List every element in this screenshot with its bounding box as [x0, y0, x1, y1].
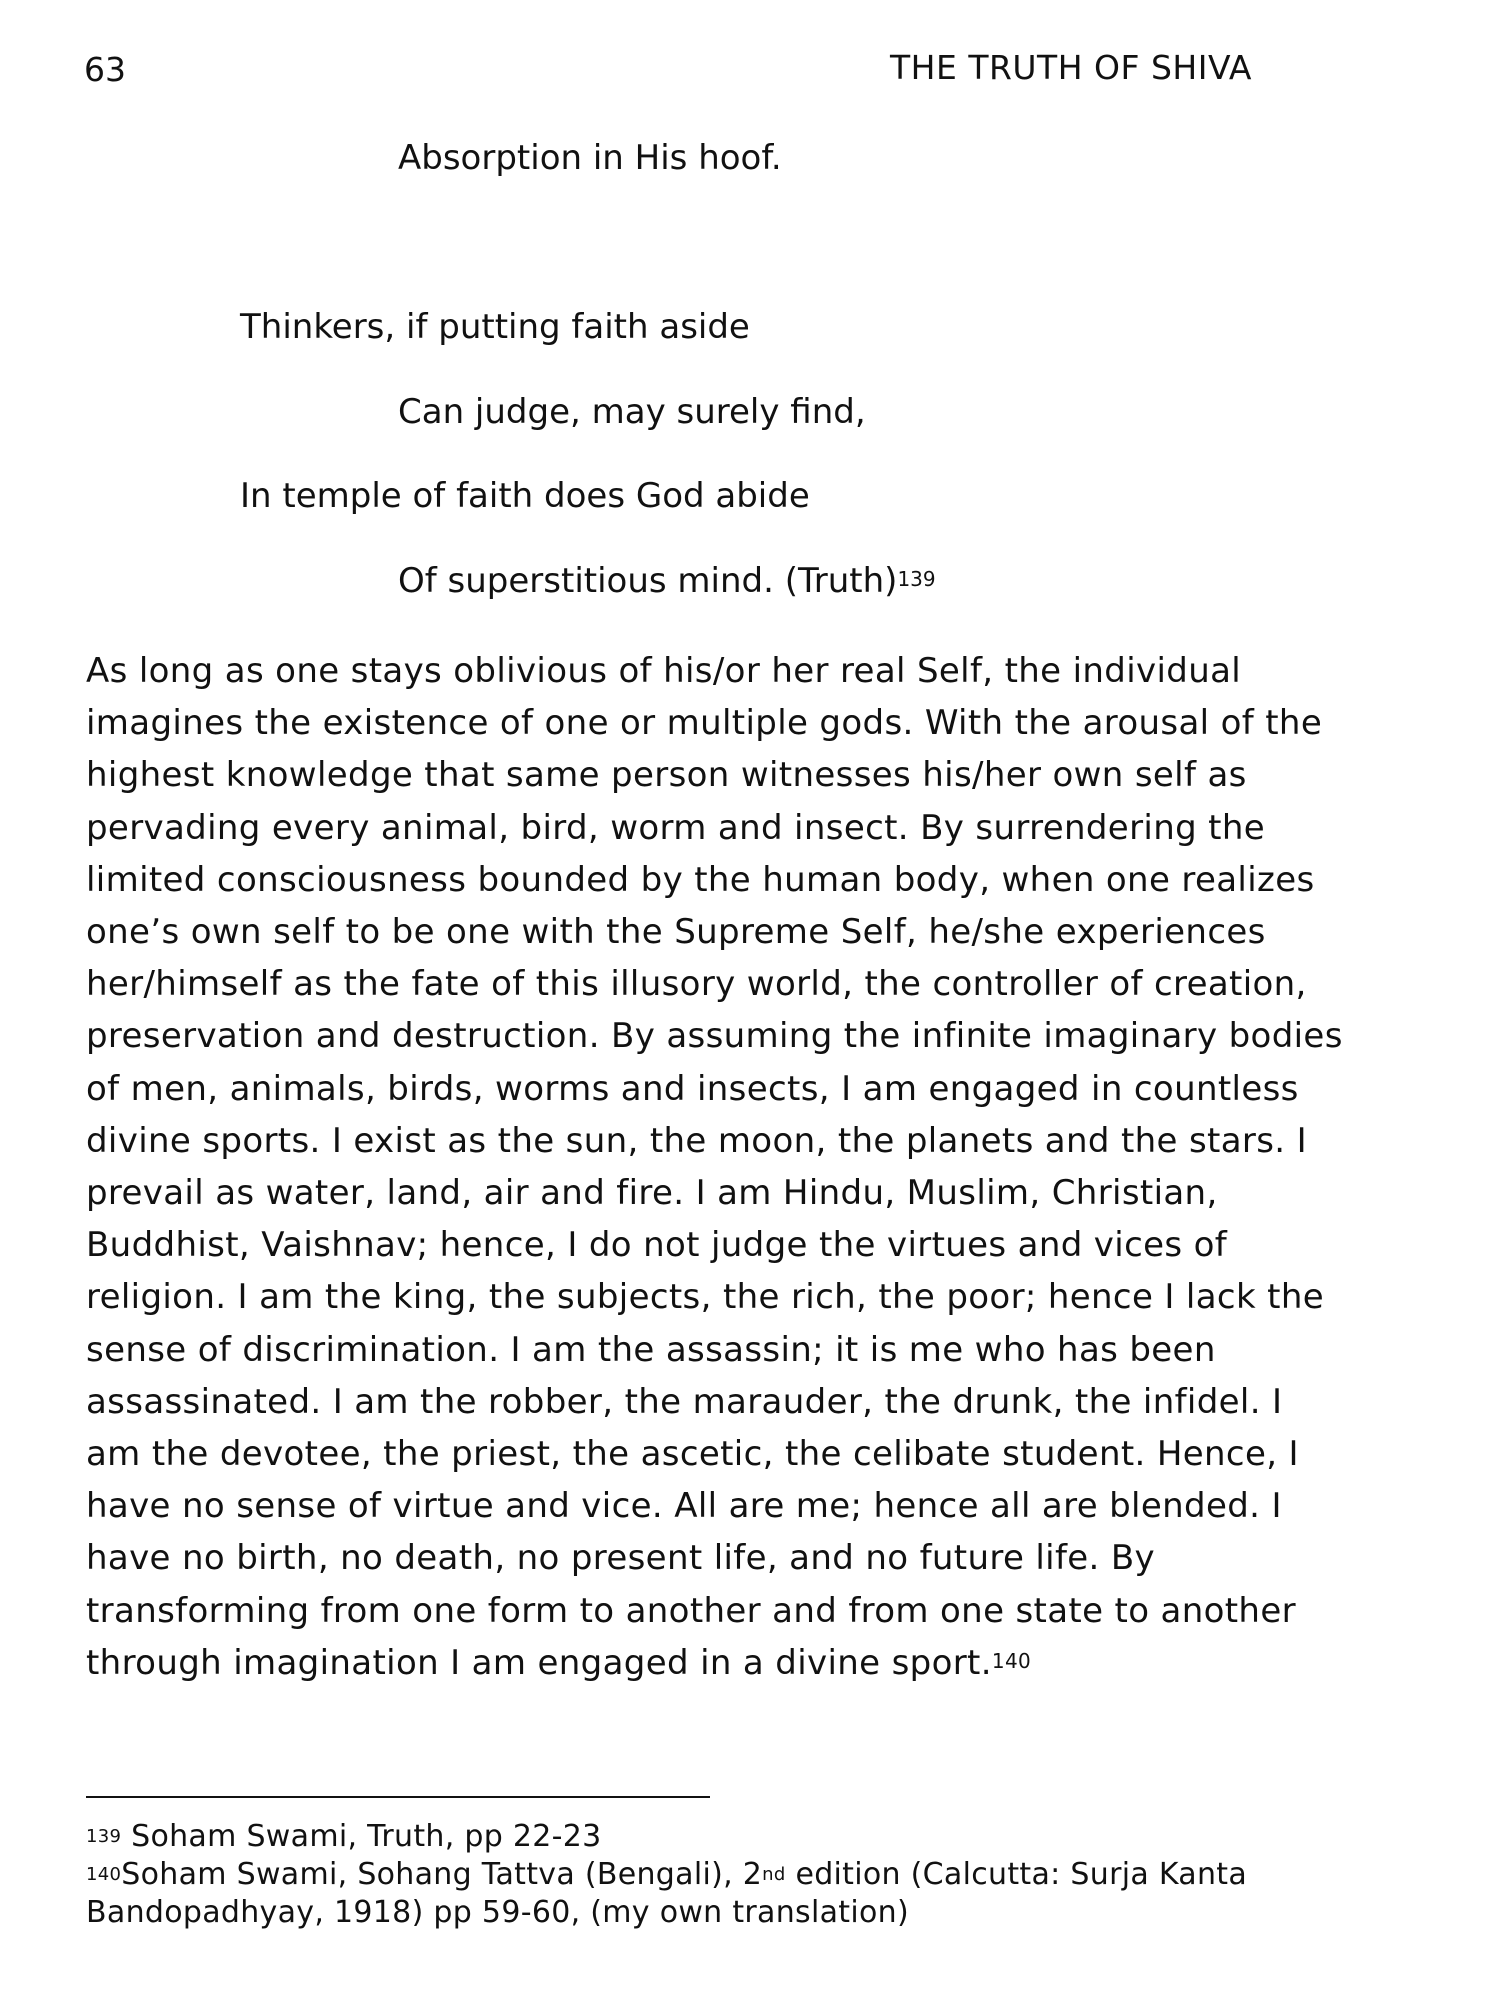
paragraph-line: religion. I am the king, the subjects, the rich, the poor; hence I lack the	[86, 1277, 1324, 1318]
verse-line: Can judge, may surely find,	[398, 392, 866, 432]
paragraph-line: Buddhist, Vaishnav; hence, I do not judge the virtues and vices of	[86, 1225, 1228, 1266]
paragraph-line: one’s own self to be one with the Supreme Self, he/she experiences	[86, 912, 1266, 953]
paragraph-line: prevail as water, land, air and fire. I am Hindu, Muslim, Christian,	[86, 1173, 1218, 1214]
footnote-marker: 140	[86, 1864, 122, 1885]
paragraph-line: transforming from one form to another and from one state to another	[86, 1590, 1296, 1631]
footnote-140	[86, 1856, 1486, 1932]
paragraph-last-line	[86, 1637, 1486, 1689]
paragraph-line: preservation and destruction. By assuming the infinite imaginary bodies	[86, 1016, 1343, 1057]
footnote-text: Soham Swami, Truth, pp 22-23	[121, 1819, 602, 1854]
page-number: 63	[84, 50, 126, 89]
verse-line: In temple of faith does God abide	[240, 476, 810, 516]
verse-line-with-footnote	[398, 560, 936, 602]
footnote-139	[86, 1818, 1486, 1856]
paragraph-line: assassinated. I am the robber, the marauder, the drunk, the infidel. I	[86, 1381, 1283, 1422]
paragraph-line: sense of discrimination. I am the assassin; it is me who has been	[86, 1329, 1216, 1370]
footnote-marker: 139	[86, 1826, 122, 1847]
footnote-text: Soham Swami, Sohang Tattva (Bengali), 2	[121, 1857, 763, 1892]
paragraph-line: pervading every animal, bird, worm and insect. By surrendering the	[86, 807, 1266, 848]
ordinal-suffix: nd	[762, 1864, 786, 1885]
paragraph-line: have no sense of virtue and vice. All are me; hence all are blended. I	[86, 1486, 1282, 1527]
paragraph-line: limited consciousness bounded by the human body, when one realizes	[86, 859, 1315, 900]
running-title: THE TRUTH OF SHIVA	[890, 48, 1252, 87]
body-paragraph	[86, 645, 1486, 1689]
paragraph-line: have no birth, no death, no present life, and no future life. By	[86, 1538, 1156, 1579]
footnote-divider	[86, 1796, 710, 1798]
footnotes	[86, 1818, 1486, 1932]
paragraph-line: of men, animals, birds, worms and insects, I am engaged in countless	[86, 1068, 1299, 1109]
verse-line-text: Of superstitious mind. (Truth)	[398, 561, 898, 601]
footnote-reference: 139	[897, 567, 936, 591]
paragraph-line-text: through imagination I am engaged in a divine sport.	[86, 1642, 992, 1683]
footnote-reference: 140	[991, 1648, 1032, 1673]
paragraph-line: highest knowledge that same person witnesses his/her own self as	[86, 755, 1247, 796]
footnote-text: edition (Calcutta: Surja Kanta	[785, 1857, 1248, 1892]
footnote-line	[86, 1856, 1486, 1894]
paragraph-line: imagines the existence of one or multiple gods. With the arousal of the	[86, 703, 1323, 744]
paragraph-line: her/himself as the fate of this illusory world, the controller of creation,	[86, 964, 1307, 1005]
verse-line: Thinkers, if putting faith aside	[240, 307, 750, 347]
footnote-line: Bandopadhyay, 1918) pp 59-60, (my own translation)	[86, 1895, 909, 1930]
paragraph-line: divine sports. I exist as the sun, the moon, the planets and the stars. I	[86, 1120, 1307, 1161]
verse-line: Absorption in His hoof.	[398, 138, 782, 178]
paragraph-line: As long as one stays oblivious of his/or her real Self, the individual	[86, 651, 1242, 691]
paragraph-line: am the devotee, the priest, the ascetic, the celibate student. Hence, I	[86, 1434, 1299, 1475]
footnote-line	[86, 1818, 1486, 1856]
